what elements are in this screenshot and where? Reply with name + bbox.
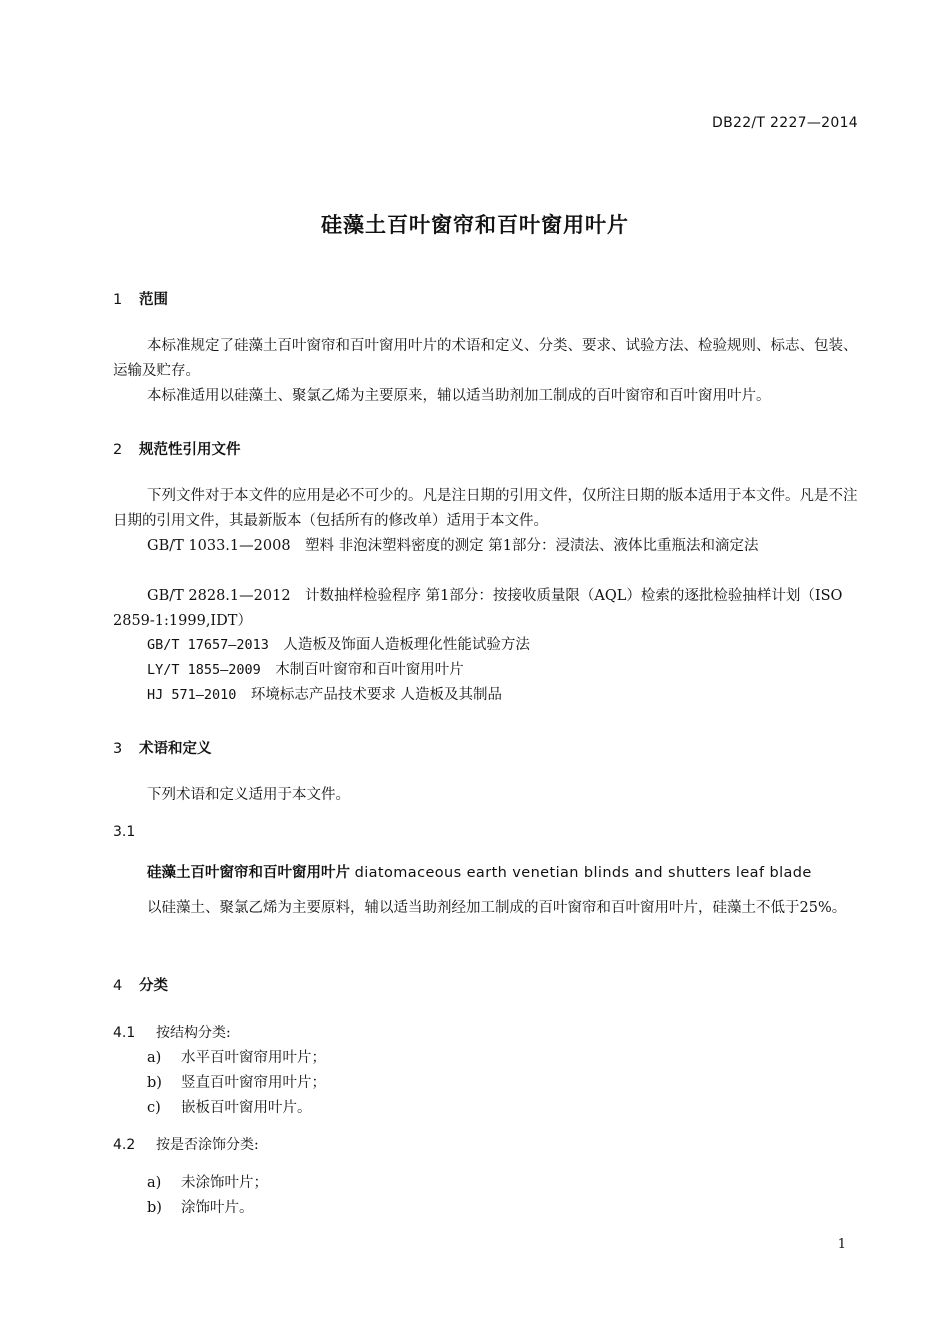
section-1-heading (113, 288, 168, 309)
reference-code: LY/T 1855—2009 (147, 662, 261, 678)
page-title: 硅藻土百叶窗帘和百叶窗用叶片 (321, 213, 629, 237)
list-item (147, 1071, 326, 1092)
list-text: 未涂饰叶片； (181, 1175, 268, 1191)
term-entry (147, 861, 812, 882)
list-text: 水平百叶窗帘用叶片； (181, 1050, 326, 1066)
list-text: 竖直百叶窗帘用叶片； (181, 1075, 326, 1091)
subsection-number: 4.2 (113, 1137, 136, 1153)
list-marker: c) (147, 1100, 161, 1116)
section-2-heading (113, 438, 241, 459)
section-4-heading (113, 974, 168, 995)
term-definition: 以硅藻土、聚氯乙烯为主要原料，辅以适当助剂经加工制成的百叶窗帘和百叶窗用叶片，硅藻土不低于25%。 (147, 900, 847, 916)
section-3-heading (113, 737, 212, 758)
document-code: DB22/T 2227—2014 (712, 115, 858, 131)
reference-code: GB/T 2828.1—2012 (147, 588, 291, 604)
reference-item (113, 584, 861, 634)
terms-intro: 下列术语和定义适用于本文件。 (147, 787, 350, 803)
list-marker: b) (147, 1200, 162, 1216)
section-number: 4 (113, 978, 123, 994)
term-english: diatomaceous earth venetian blinds and shutters leaf blade (354, 865, 812, 881)
list-text: 涂饰叶片。 (181, 1200, 254, 1216)
subsection-text: 按是否涂饰分类: (156, 1137, 259, 1153)
reference-title: 计数抽样检验程序 第1部分：按接收质量限（AQL）检索的逐批检验抽样计划（ISO 2859-1:1999,IDT） (113, 588, 843, 629)
subsection-number: 4.1 (113, 1025, 136, 1041)
reference-code: GB/T 17657—2013 (147, 637, 269, 653)
list-marker: a) (147, 1175, 162, 1191)
section-title: 范围 (139, 292, 168, 308)
scope-paragraph-1: 本标准规定了硅藻土百叶窗帘和百叶窗用叶片的术语和定义、分类、要求、试验方法、检验规则、标志、包装、运输及贮存。 (113, 338, 858, 379)
section-title: 规范性引用文件 (139, 442, 241, 458)
section-number: 1 (113, 292, 123, 308)
section-number: 2 (113, 442, 123, 458)
list-item (147, 1046, 326, 1067)
list-item (147, 1196, 254, 1217)
term-chinese: 硅藻土百叶窗帘和百叶窗用叶片 (147, 865, 350, 881)
subsection-4-1 (113, 1022, 231, 1042)
references-intro: 下列文件对于本文件的应用是必不可少的。凡是注日期的引用文件，仅所注日期的版本适用于本文件。凡是不注日期的引用文件，其最新版本（包括所有的修改单）适用于本文件。 (113, 488, 858, 529)
section-title: 术语和定义 (139, 741, 212, 757)
reference-item (147, 683, 502, 708)
section-number: 3 (113, 741, 123, 757)
list-text: 嵌板百叶窗用叶片。 (181, 1100, 312, 1116)
subsection-text: 按结构分类: (156, 1025, 231, 1041)
page-number: 1 (837, 1237, 846, 1252)
list-marker: b) (147, 1075, 162, 1091)
subsection-4-2 (113, 1134, 259, 1154)
reference-code: HJ 571—2010 (147, 687, 237, 703)
reference-item (147, 658, 464, 683)
list-item (147, 1171, 268, 1192)
section-title: 分类 (139, 978, 168, 994)
reference-title: 人造板及饰面人造板理化性能试验方法 (283, 637, 530, 653)
reference-title: 塑料 非泡沫塑料密度的测定 第1部分：浸渍法、液体比重瓶法和滴定法 (305, 538, 759, 554)
reference-item (147, 633, 530, 658)
reference-item (113, 534, 861, 559)
reference-title: 木制百叶窗帘和百叶窗用叶片 (275, 662, 464, 678)
list-marker: a) (147, 1050, 162, 1066)
reference-code: GB/T 1033.1—2008 (147, 538, 291, 554)
reference-title: 环境标志产品技术要求 人造板及其制品 (250, 687, 503, 703)
subsection-3-1-number: 3.1 (113, 824, 136, 840)
scope-paragraph-2: 本标准适用以硅藻土、聚氯乙烯为主要原来，辅以适当助剂加工制成的百叶窗帘和百叶窗用叶片。 (147, 388, 771, 404)
list-item (147, 1096, 312, 1117)
